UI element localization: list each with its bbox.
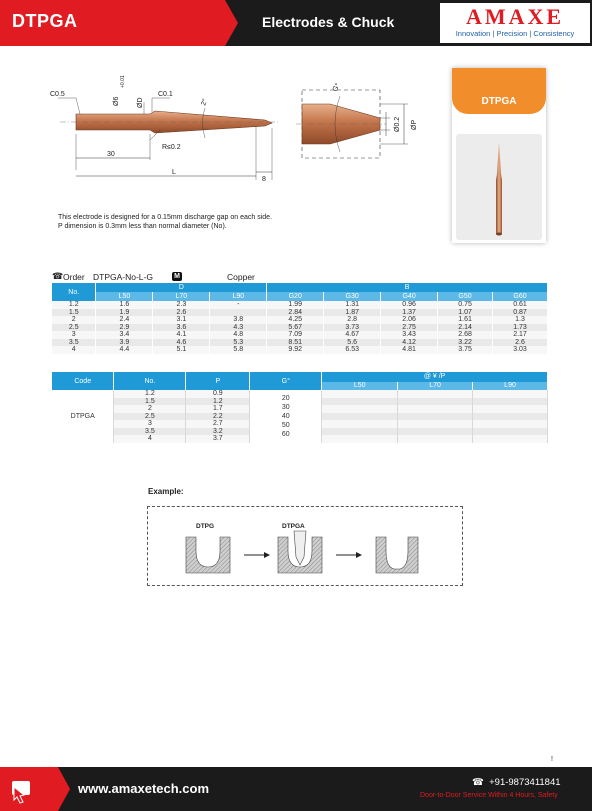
table-cell: 2.2 bbox=[186, 413, 250, 421]
table-cell: 2.7 bbox=[186, 420, 250, 428]
price-cell bbox=[398, 390, 473, 398]
table-cell: 2 bbox=[114, 405, 186, 413]
table-cell: 2 bbox=[52, 316, 96, 324]
electrode-detail-view bbox=[296, 90, 408, 158]
product-card bbox=[452, 68, 546, 243]
dim-angle: 2° bbox=[200, 97, 210, 107]
header-group-d: D bbox=[96, 283, 267, 292]
table-cell: 3.9 bbox=[96, 339, 153, 347]
g-value: 20 bbox=[281, 394, 290, 402]
table-cell: 8.51 bbox=[267, 339, 324, 347]
dim-c01: C0.1 bbox=[158, 91, 173, 98]
price-cell bbox=[398, 420, 473, 428]
table-cell: 1.31 bbox=[324, 301, 381, 309]
service-note: Door-to-Door Service Within 4 Hours, Safety bbox=[420, 792, 558, 799]
table-cell: 0.75 bbox=[438, 301, 493, 309]
order-code: DTPGA-No-L-G bbox=[93, 272, 153, 282]
table-row bbox=[52, 301, 548, 309]
table-cell: 3.1 bbox=[153, 316, 210, 324]
header-l90: L90 bbox=[210, 292, 267, 301]
table-cell: 4 bbox=[114, 435, 186, 443]
price-cell bbox=[473, 390, 548, 398]
header-g: G° bbox=[250, 372, 322, 390]
product-photo bbox=[456, 134, 542, 240]
g-value: 40 bbox=[281, 412, 290, 420]
table-cell: 4.1 bbox=[153, 331, 210, 339]
section-title: Electrodes & Chuck bbox=[262, 14, 395, 30]
price-cell bbox=[322, 390, 398, 398]
table-cell: 1.07 bbox=[438, 309, 493, 317]
table-row bbox=[52, 390, 548, 398]
table-row bbox=[52, 331, 548, 339]
table-cell: 0.87 bbox=[493, 309, 548, 317]
header-no: No. bbox=[52, 283, 96, 301]
table-cell: - bbox=[210, 301, 267, 309]
header-price-l50: L50 bbox=[322, 382, 398, 390]
table-cell: 1.73 bbox=[493, 324, 548, 332]
g-angle-cell bbox=[250, 390, 322, 443]
header-group-b: B bbox=[267, 283, 548, 292]
header-price-group: @ ¥ /P bbox=[322, 372, 548, 382]
price-table bbox=[52, 372, 548, 443]
code-cell: DTPGA bbox=[52, 390, 114, 443]
table-cell: 2.68 bbox=[438, 331, 493, 339]
g-value: 60 bbox=[281, 430, 290, 438]
table-cell: 3.22 bbox=[438, 339, 493, 347]
table-cell: 0.61 bbox=[493, 301, 548, 309]
table-cell: 2.06 bbox=[381, 316, 438, 324]
table-cell: 4 bbox=[52, 346, 96, 354]
dim-dia-d: ØD bbox=[137, 97, 144, 108]
header-code: Code bbox=[52, 372, 114, 390]
order-label: Order bbox=[63, 272, 85, 282]
price-cell bbox=[473, 435, 548, 443]
g-value: 30 bbox=[281, 403, 290, 411]
table-row bbox=[52, 324, 548, 332]
price-cell bbox=[398, 405, 473, 413]
table-cell: 4.8 bbox=[210, 331, 267, 339]
dim-dia-p: ØP bbox=[411, 119, 418, 130]
table-row bbox=[52, 309, 548, 317]
header-g40: G40 bbox=[381, 292, 438, 301]
table-cell: 1.5 bbox=[52, 309, 96, 317]
price-cell bbox=[322, 428, 398, 436]
table-cell: 3.5 bbox=[114, 428, 186, 436]
design-note-line-1: This electrode is designed for a 0.15mm discharge gap on each side. bbox=[58, 214, 273, 221]
table-row bbox=[52, 346, 548, 354]
table-cell: 4.81 bbox=[381, 346, 438, 354]
design-note-line-2: P dimension is 0.3mm less than normal diameter (No). bbox=[58, 223, 227, 230]
header-g60: G60 bbox=[493, 292, 548, 301]
pointer-hand-icon bbox=[0, 767, 40, 811]
price-cell bbox=[398, 413, 473, 421]
workpiece-stage-3 bbox=[376, 537, 418, 573]
stage-2-label: DTPGA bbox=[282, 523, 305, 530]
table-cell: 3 bbox=[114, 420, 186, 428]
table-cell bbox=[210, 309, 267, 317]
table-cell: 4.25 bbox=[267, 316, 324, 324]
table-cell: 3.75 bbox=[438, 346, 493, 354]
price-cell bbox=[322, 405, 398, 413]
machining-sequence-diagram bbox=[148, 507, 464, 587]
price-cell bbox=[473, 405, 548, 413]
table-cell: 1.37 bbox=[381, 309, 438, 317]
electrode-side-view bbox=[58, 98, 280, 180]
price-cell bbox=[322, 420, 398, 428]
example-label: Example: bbox=[148, 487, 184, 496]
table-cell: 3.43 bbox=[381, 331, 438, 339]
table-cell: 4.12 bbox=[381, 339, 438, 347]
table-cell: 5.1 bbox=[153, 346, 210, 354]
material-label: Copper bbox=[227, 272, 255, 282]
table-cell: 1.6 bbox=[96, 301, 153, 309]
electrode-photo-icon bbox=[456, 134, 542, 240]
table-cell: 2.6 bbox=[493, 339, 548, 347]
table-cell: 3.03 bbox=[493, 346, 548, 354]
product-label-pill bbox=[452, 68, 546, 114]
brand-tagline: Innovation | Precision | Consistency bbox=[455, 29, 575, 38]
dim-dia-6: Ø6 bbox=[113, 96, 120, 106]
table-cell: 6.53 bbox=[324, 346, 381, 354]
table-cell: 0.96 bbox=[381, 301, 438, 309]
table-cell: 5.3 bbox=[210, 339, 267, 347]
table-cell: 2.75 bbox=[381, 324, 438, 332]
table-cell: 2.5 bbox=[52, 324, 96, 332]
page-mark: ! bbox=[551, 756, 553, 763]
table-cell: 1.7 bbox=[186, 405, 250, 413]
dim-length-30: 30 bbox=[107, 151, 115, 158]
table-cell: 3.5 bbox=[52, 339, 96, 347]
table-cell: 3.8 bbox=[210, 316, 267, 324]
table-cell: 3.4 bbox=[96, 331, 153, 339]
table-cell: 2.84 bbox=[267, 309, 324, 317]
table-cell: 1.99 bbox=[267, 301, 324, 309]
page-footer bbox=[0, 767, 592, 811]
header-l70: L70 bbox=[153, 292, 210, 301]
dim-dia-02: Ø0.2 bbox=[394, 116, 401, 132]
header-l50: L50 bbox=[96, 292, 153, 301]
electrode-tool bbox=[294, 531, 306, 565]
table-cell: 3.2 bbox=[186, 428, 250, 436]
price-cell bbox=[322, 398, 398, 406]
table-cell: 3.7 bbox=[186, 435, 250, 443]
table-cell: 0.9 bbox=[186, 390, 250, 398]
stage-1-label: DTPG bbox=[196, 523, 215, 530]
g-value: 50 bbox=[281, 421, 290, 429]
header-g30: G30 bbox=[324, 292, 381, 301]
header-price-l90: L90 bbox=[473, 382, 548, 390]
table-cell: 1.2 bbox=[52, 301, 96, 309]
table-cell: 2.17 bbox=[493, 331, 548, 339]
table-cell: 2.14 bbox=[438, 324, 493, 332]
dimension-table bbox=[52, 283, 548, 354]
price-cell bbox=[398, 435, 473, 443]
phone-number bbox=[472, 777, 561, 788]
example-diagram bbox=[147, 506, 463, 586]
table-cell: 1.87 bbox=[324, 309, 381, 317]
table-cell: 5.67 bbox=[267, 324, 324, 332]
header-g50: G50 bbox=[438, 292, 493, 301]
table-cell: 2.9 bbox=[96, 324, 153, 332]
dim-tol-upper: +0.01 bbox=[120, 75, 126, 88]
workpiece-stage-1 bbox=[186, 537, 230, 573]
arrow-icon bbox=[356, 552, 362, 558]
header-price-l70: L70 bbox=[398, 382, 473, 390]
phone-icon: ☎ bbox=[472, 777, 490, 788]
table-cell: 2.8 bbox=[324, 316, 381, 324]
table-row bbox=[52, 316, 548, 324]
material-icon: M bbox=[172, 272, 182, 281]
table-cell: 2.3 bbox=[153, 301, 210, 309]
table-cell: 7.09 bbox=[267, 331, 324, 339]
table-cell: 1.2 bbox=[186, 398, 250, 406]
arrow-icon bbox=[264, 552, 270, 558]
table-cell: 1.61 bbox=[438, 316, 493, 324]
price-cell bbox=[398, 398, 473, 406]
price-cell bbox=[473, 420, 548, 428]
table-cell: 4.4 bbox=[96, 346, 153, 354]
product-label: DTPGA bbox=[481, 96, 517, 107]
header-p: P bbox=[186, 372, 250, 390]
footer-red-tab bbox=[0, 767, 70, 811]
phone-icon: ☎ bbox=[52, 271, 64, 281]
price-cell bbox=[473, 398, 548, 406]
table-cell: 3 bbox=[52, 331, 96, 339]
header-g20: G20 bbox=[267, 292, 324, 301]
table-cell: 1.3 bbox=[493, 316, 548, 324]
table-cell: 2.5 bbox=[114, 413, 186, 421]
table-cell: 2.4 bbox=[96, 316, 153, 324]
table-cell: 4.3 bbox=[210, 324, 267, 332]
table-row bbox=[52, 339, 548, 347]
dim-radius: R≤0.2 bbox=[162, 144, 181, 151]
dim-c05: C0.5 bbox=[50, 91, 65, 98]
table-cell: 4.67 bbox=[324, 331, 381, 339]
table-cell: 2.6 bbox=[153, 309, 210, 317]
price-cell bbox=[473, 428, 548, 436]
dim-g-angle: G° bbox=[331, 82, 342, 93]
table-cell: 4.6 bbox=[153, 339, 210, 347]
brand-name: AMAXE bbox=[465, 4, 565, 29]
table-cell: 9.92 bbox=[267, 346, 324, 354]
phone-number-text: +91-9873411841 bbox=[489, 777, 561, 788]
design-note bbox=[58, 213, 272, 231]
dim-length-l: L bbox=[172, 169, 176, 176]
price-cell bbox=[322, 413, 398, 421]
dim-length-8: 8 bbox=[262, 176, 266, 183]
price-cell bbox=[473, 413, 548, 421]
brand-logo bbox=[440, 3, 590, 43]
table-cell: 1.5 bbox=[114, 398, 186, 406]
website-link[interactable]: www.amaxetech.com bbox=[78, 781, 210, 796]
table-cell: 1.2 bbox=[114, 390, 186, 398]
page-header bbox=[0, 0, 592, 46]
table-cell: 5.8 bbox=[210, 346, 267, 354]
order-line bbox=[52, 271, 572, 283]
price-cell bbox=[322, 435, 398, 443]
table-cell: 5.6 bbox=[324, 339, 381, 347]
table-cell: 3.73 bbox=[324, 324, 381, 332]
table-cell: 3.6 bbox=[153, 324, 210, 332]
electrode-technical-drawing bbox=[40, 68, 440, 218]
table-cell: 1.9 bbox=[96, 309, 153, 317]
price-cell bbox=[398, 428, 473, 436]
product-model-title: DTPGA bbox=[12, 11, 78, 31]
header-no: No. bbox=[114, 372, 186, 390]
